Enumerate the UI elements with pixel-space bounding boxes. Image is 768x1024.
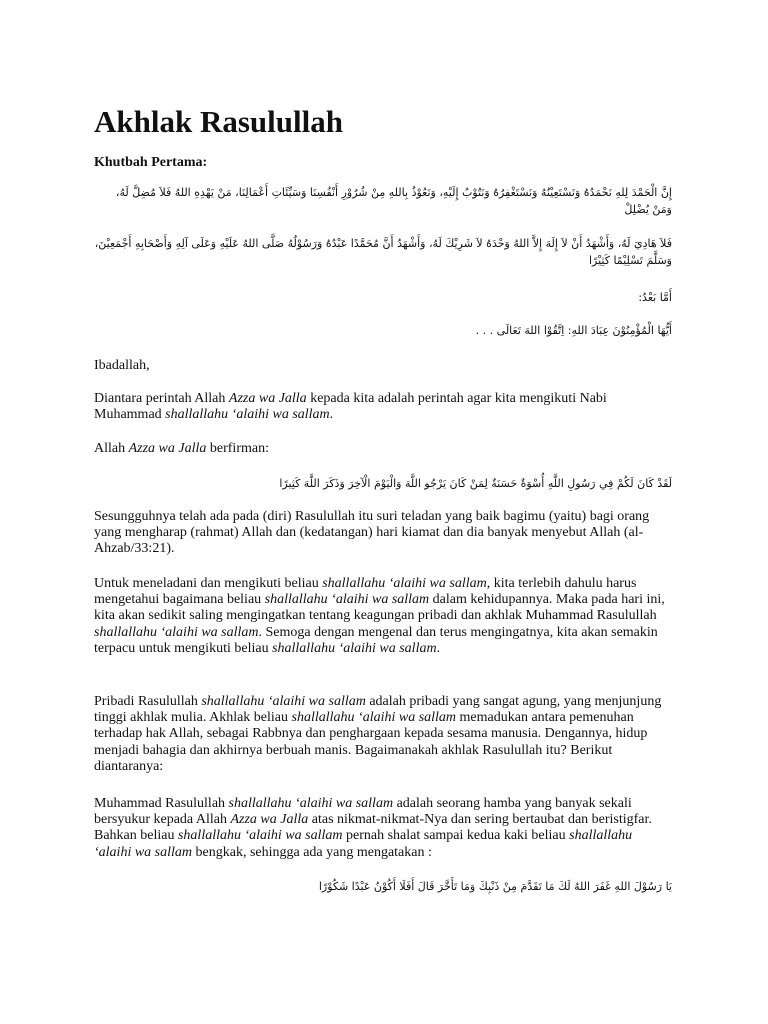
text-run: . Semoga dengan mengenal dan terus mengingatnya, kita akan semakin terpacu untuk mengikuti beliau <box>94 624 658 656</box>
text-run: Allah <box>94 441 129 456</box>
italic-run: shallallahu ‘alaihi wa sallam <box>272 640 437 656</box>
text-run: pernah shalat sampai kedua kaki beliau <box>342 828 570 844</box>
text-run: Pribadi Rasulullah <box>94 694 202 709</box>
arabic-taqwa-call: أَيُّهَا الْمُؤْمِنُوْنَ عِبَادَ اللهِ: اِتَّقُوْا اللهَ تَعَالَى . . . <box>475 324 672 337</box>
paragraph-ibadallah: Ibadallah, <box>94 358 150 373</box>
paragraph-bersyukur <box>94 796 672 861</box>
arabic-amma-badu: أَمَّا بَعْدُ: <box>638 291 672 304</box>
text-run: kepada kita adalah perintah agar kita mengikuti Nabi Muhammad <box>94 391 607 423</box>
text-run: , kita terlebih dahulu harus mengetahui bagaimana beliau <box>94 576 637 608</box>
text-run: memadukan antara pemenuhan terhadap hak Allah, sebagai Rabbnya dan penghargaan kepada sesama manusia. Dengannya, hidup menjadi bahagia dan akhirnya berbuah manis. Bagaimanakah akhlak Rasulullah itu? Berikut diantaranya: <box>94 710 648 774</box>
text-run: atas nikmat-nikmat-Nya dan sering bertaubat dan beristigfar. Bahkan beliau <box>94 812 652 844</box>
arabic-opening-praise: إِنَّ الْحَمْدَ لِلهِ نَحْمَدُهُ وَنَسْتَعِيْنُهُ وَنَسْتَغْفِرُهُ وَنَتُوْبُ إِلَيْهِ، وَنَعُوْذُ بِاللهِ مِنْ شُرُوْرِ أَنْفُسِنَا وَسَيِّئَاتِ أَعْمَالِنَا، مَنْ يَهْدِهِ اللهُ فَلاَ مُضِلَّ لَهُ، وَمَنْ يُضْلِلْ <box>115 186 672 216</box>
arabic-shahada: فَلاَ هَادِيَ لَهُ، وَأَشْهَدُ أَنْ لاَ إِلَهَ إِلاَّ اللهُ وَحْدَهُ لاَ شَرِيْكَ لَهُ، وَأَشْهَدُ أَنَّ مُحَمَّدًا عَبْدُهُ وَرَسُوْلُهُ صَلَّى اللهُ عَلَيْهِ وَعَلَى آلِهِ وَأَصْحَابِهِ أَجْمَعِيْنَ، وَسَلَّمَ تَسْلِيْمًا كَثِيْرًا <box>94 237 672 267</box>
text-run: berfirman: <box>206 441 269 456</box>
text-run: adalah seorang hamba yang banyak sekali bersyukur kepada Allah <box>94 796 632 828</box>
paragraph-meneladani <box>94 576 672 657</box>
arabic-hadith: يَا رَسُوْلَ اللهِ غَفَرَ اللهُ لَكَ مَا تَقَدَّمَ مِنْ ذَنْبِكَ وَمَا تَأَخَّرَ قَالَ أَفَلَا أَكُوْنُ عَبْدًا شَكُوْرًا <box>318 880 672 893</box>
italic-run: shallallahu ‘alaihi wa sallam <box>94 624 259 640</box>
paragraph-pribadi <box>94 694 672 775</box>
italic-run: shallallahu ‘alaihi wa sallam <box>264 592 430 608</box>
text-run: dalam kehidupannya. Maka pada hari ini, kita akan sedikit saling mengingatkan tentang keagungan pribadi dan akhlak Muhammad Rasulullah <box>94 592 665 624</box>
text-run: Diantara perintah Allah <box>94 391 229 406</box>
section-heading: Khutbah Pertama: <box>94 155 208 170</box>
italic-run: shallallahu ‘alaihi wa sallam <box>228 796 394 811</box>
italic-run: shallallahu ‘alaihi wa sallam <box>322 576 487 591</box>
italic-run: shallallahu ‘alaihi wa sallam <box>201 694 366 709</box>
arabic-quran-verse: لَقَدْ كَانَ لَكُمْ فِي رَسُولِ اللَّهِ أُسْوَةٌ حَسَنَةٌ لِمَنْ كَانَ يَرْجُو اللَّهَ وَالْيَوْمَ الْآخِرَ وَذَكَرَ اللَّهَ كَثِيرًا <box>279 477 672 490</box>
italic-run: Azza wa Jalla <box>228 391 307 406</box>
italic-run: Azza wa Jalla <box>230 812 309 828</box>
text-run: . <box>436 640 441 656</box>
text-run: . <box>329 407 334 423</box>
italic-run: shallallahu ‘alaihi wa sallam <box>94 828 633 860</box>
italic-run: shallallahu ‘alaihi wa sallam <box>177 828 343 844</box>
paragraph-command <box>94 391 672 423</box>
paragraph-firman <box>94 441 672 457</box>
italic-run: Azza wa Jalla <box>128 441 207 456</box>
italic-run: shallallahu ‘alaihi wa sallam <box>165 407 330 423</box>
document-title: Akhlak Rasulullah <box>94 104 343 139</box>
text-run: bengkak, sehingga ada yang mengatakan : <box>192 844 432 860</box>
text-run: adalah pribadi yang sangat agung, yang menjunjung tinggi akhlak mulia. Akhlak beliau <box>94 694 662 726</box>
text-run: Untuk meneladani dan mengikuti beliau <box>94 576 323 591</box>
text-run: Muhammad Rasulullah <box>94 796 229 811</box>
italic-run: shallallahu ‘alaihi wa sallam <box>291 710 457 726</box>
paragraph-translation: Sesungguhnya telah ada pada (diri) Rasulullah itu suri teladan yang baik bagimu (yaitu) bagi orang yang mengharap (rahmat) Allah dan (kedatangan) hari kiamat dan dia banyak menyebut Allah (al-Ahzab/33:21). <box>94 509 650 557</box>
